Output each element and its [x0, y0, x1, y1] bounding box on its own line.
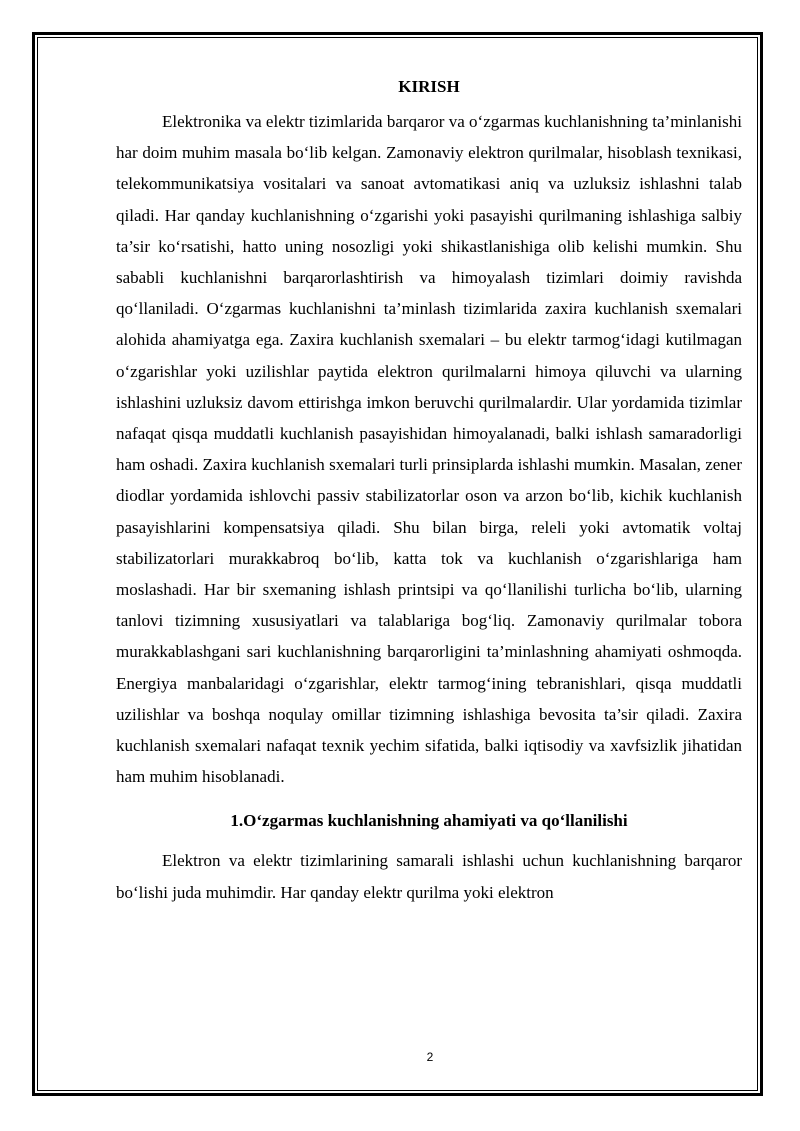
page-title: KIRISH: [398, 77, 460, 96]
intro-paragraph: Elektronika va elektr tizimlarida barqaror va o‘zgarmas kuchlanishning ta’minlanishi har doim muhim masala bo‘lib kelgan. Zamonaviy elektron qurilmalar, hisoblash texnikasi, telekommunikatsiya vositalari va sanoat avtomatikasi aniq va uzluksiz ishlashni talab qiladi. Har qanday kuchlanishning o‘zgarishi yoki pasayishi qurilmaning ishlashiga salbiy ta’sir ko‘rsatishi, hatto uning nosozligi yoki shikastlanishiga olib kelishi mumkin. Shu sababli kuchlanishni barqarorlashtirish va himoyalash tizimlari doimiy ravishda qo‘llaniladi. O‘zgarmas kuchlanishni ta’minlash tizimlarida zaxira kuchlanish sxemalari alohida ahamiyatga ega. Zaxira kuchlanish sxemalari – bu elektr tarmog‘idagi kutilmagan o‘zgarishlar yoki uzilishlar paytida elektron qurilmalarni himoya qiluvchi va ularning ishlashini uzluksiz davom ettirishga imkon beruvchi qurilmalardir. Ular yordamida tizimlar nafaqat qisqa muddatli kuchlanish pasayishidan himoyalanadi, balki ishlash samaradorligi ham oshadi. Zaxira kuchlanish sxemalari turli prinsiplarda ishlashi mumkin. Masalan, zener diodlar yordamida ishlovchi passiv stabilizatorlar oson va arzon bo‘lib, kichik kuchlanish pasayishlarini kompensatsiya qiladi. Shu bilan birga, releli yoki avtomatik voltaj stabilizatorlari murakkabroq bo‘lib, katta tok va kuchlanish o‘zgarishlariga ham moslashadi. Har bir sxemaning ishlash printsipi va qo‘llanilishi turlicha bo‘lib, ularning tanlovi tizimning xususiyatlari va talablariga bog‘liq. Zamonaviy qurilmalar tobora murakkablashgani sari kuchlanishning barqarorligini ta’minlashning ahamiyati oshmoqda. Energiya manbalaridagi o‘zgarishlar, elektr tarmog‘ining tebranishlari, qisqa muddatli uzilishlar va boshqa noqulay omillar tizimning ishlashiga bevosita ta’sir qiladi. Zaxira kuchlanish sxemalari nafaqat texnik yechim sifatida, balki iqtisodiy va xavfsizlik jihatidan ham muhim hisoblanadi.: [116, 112, 742, 787]
page-number: 2: [426, 1050, 434, 1064]
document-body: [116, 76, 742, 908]
section-paragraph: Elektron va elektr tizimlarining samarali ishlashi uchun kuchlanishning barqaror bo‘lishi juda muhimdir. Har qanday elektr qurilma yoki elektron: [116, 851, 742, 902]
section-heading: 1.O‘zgarmas kuchlanishning ahamiyati va qo‘llanilishi: [230, 811, 628, 831]
